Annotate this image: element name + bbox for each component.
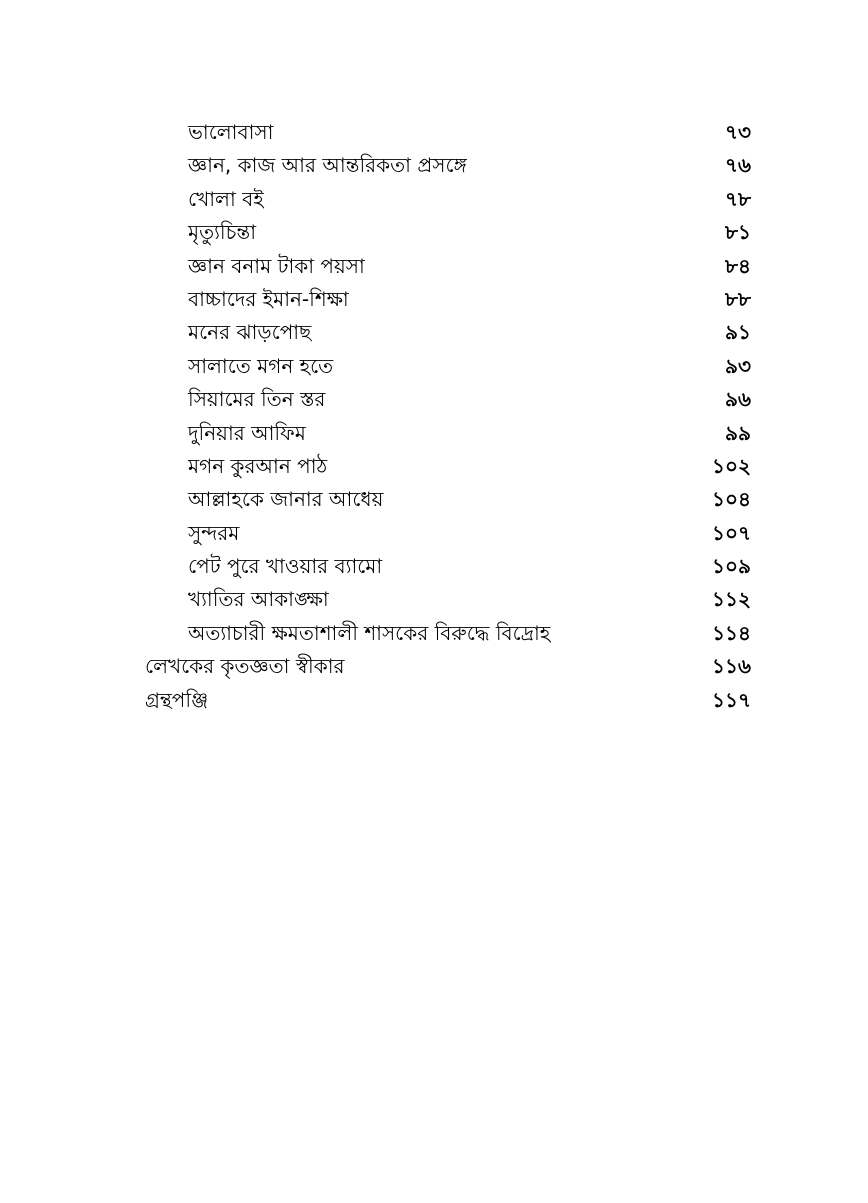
toc-entry-page: ৯৬	[725, 387, 751, 412]
toc-entry-title: অত্যাচারী ক্ষমতাশালী শাসকের বিরুদ্ধে বিদ্রোহ	[188, 620, 551, 645]
toc-entry-page: ৯১	[725, 320, 751, 345]
toc-entry-page: ১১৪	[712, 620, 751, 645]
toc-entry-page: ১১৭	[712, 687, 751, 712]
toc-entry[interactable]	[0, 283, 868, 316]
toc-entry[interactable]	[0, 183, 868, 216]
toc-entry-title: সুন্দরম	[188, 520, 240, 545]
toc-entry-title: জ্ঞান বনাম টাকা পয়সা	[188, 253, 365, 278]
toc-entry-page: ১০৭	[712, 520, 751, 545]
toc-entry-page: ১১২	[712, 587, 751, 612]
toc-entry-title: সিয়ামের তিন স্তর	[188, 387, 326, 412]
toc-entry[interactable]	[0, 316, 868, 349]
toc-entry-page: ১০৯	[712, 554, 751, 579]
toc-entry-page: ৮৮	[725, 286, 751, 311]
toc-entry[interactable]	[0, 417, 868, 450]
toc-entry[interactable]	[0, 483, 868, 516]
toc-entry-page: ৭৩	[724, 120, 751, 144]
toc-entry-title: মনের ঝাড়পোছ	[188, 320, 312, 345]
toc-entry-page: ৭৮	[725, 186, 751, 211]
toc-entry[interactable]	[0, 116, 868, 149]
toc-entry-title: খ্যাতির আকাঙ্ক্ষা	[188, 587, 329, 612]
toc-entry[interactable]	[0, 383, 868, 416]
table-of-contents	[0, 116, 868, 717]
toc-entry[interactable]	[0, 617, 868, 650]
toc-entry[interactable]	[0, 650, 868, 683]
toc-entry-title: জ্ঞান, কাজ আর আন্তরিকতা প্রসঙ্গে	[188, 153, 467, 178]
toc-entry-title: মৃত্যুচিন্তা	[188, 220, 257, 245]
toc-entry[interactable]	[0, 550, 868, 583]
toc-entry-title: খোলা বই	[188, 186, 264, 211]
toc-entry-title: লেখকের কৃতজ্ঞতা স্বীকার	[145, 654, 345, 679]
toc-entry-page: ৯৯	[725, 420, 751, 445]
toc-entry[interactable]	[0, 684, 868, 717]
toc-entry-page: ৯৩	[725, 353, 751, 378]
toc-entry-page: ৭৬	[724, 153, 751, 178]
toc-entry[interactable]	[0, 517, 868, 550]
toc-entry-title: সালাতে মগন হতে	[188, 353, 334, 378]
toc-entry-page: ১০৪	[712, 487, 751, 512]
toc-entry[interactable]	[0, 350, 868, 383]
toc-entry-title: ভালোবাসা	[188, 120, 274, 144]
toc-entry-title: পেট পুরে খাওয়ার ব্যামো	[188, 554, 383, 579]
toc-entry-title: দুনিয়ার আফিম	[188, 420, 306, 445]
toc-entry[interactable]	[0, 149, 868, 182]
toc-entry-title: মগন কুরআন পাঠ	[188, 453, 328, 478]
toc-entry-page: ৮১	[725, 220, 751, 245]
toc-entry[interactable]	[0, 250, 868, 283]
toc-entry[interactable]	[0, 450, 868, 483]
toc-entry-title: গ্রন্থপঞ্জি	[145, 687, 209, 712]
toc-entry-title: বাচ্চাদের ইমান-শিক্ষা	[188, 286, 349, 311]
toc-entry[interactable]	[0, 216, 868, 249]
toc-entry-page: ৮৪	[725, 253, 751, 278]
toc-entry-page: ১০২	[712, 453, 751, 478]
toc-entry-title: আল্লাহকে জানার আধেয়	[188, 487, 384, 512]
toc-entry[interactable]	[0, 583, 868, 616]
toc-entry-page: ১১৬	[712, 654, 751, 679]
